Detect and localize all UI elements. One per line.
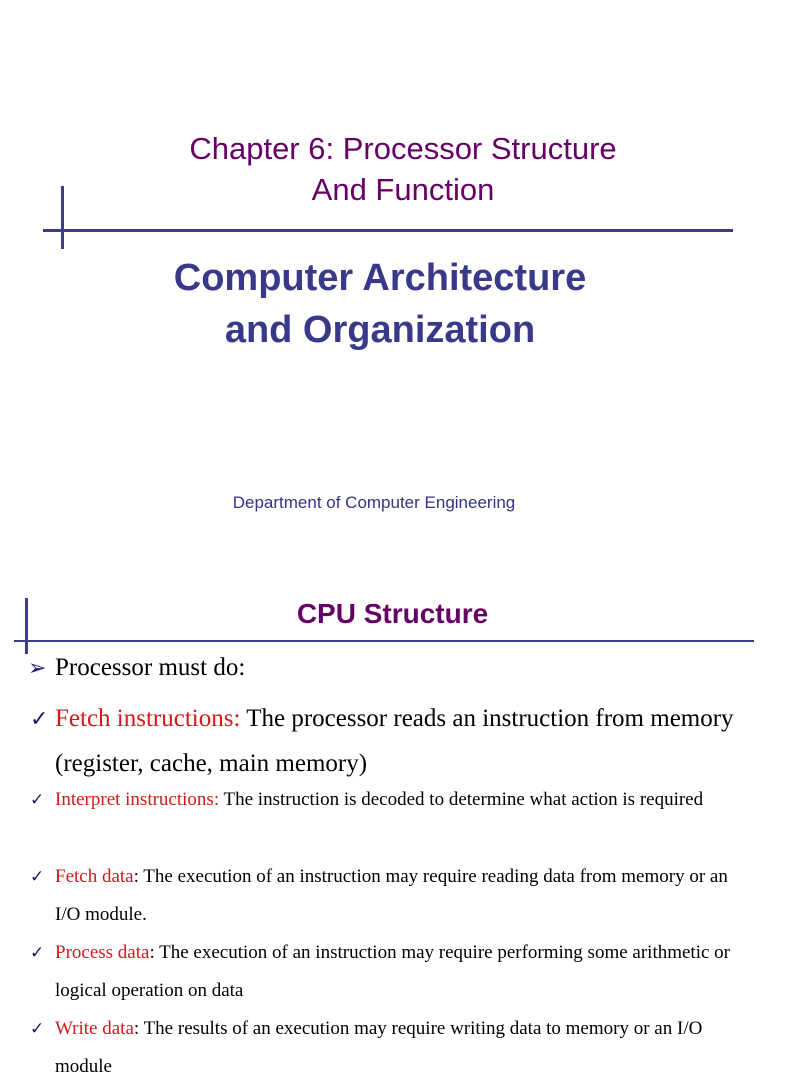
arrow-bullet-icon: ➢ bbox=[28, 655, 47, 680]
bullet-body: The instruction is decoded to determine what action is required bbox=[219, 789, 704, 810]
check-icon: ✓ bbox=[30, 943, 45, 962]
title-divider-line bbox=[43, 229, 733, 232]
bullet-body: : The execution of an instruction may require performing some arithmetic or logical operation on data bbox=[55, 942, 731, 1001]
course-title-line-2: and Organization bbox=[224, 309, 536, 351]
bullet-body: The processor reads an instruction from memory (register, cache, main memory) bbox=[55, 705, 734, 777]
department-name: Department of Computer Engineering bbox=[232, 493, 516, 512]
bullet-body: : The execution of an instruction may require reading data from memory or an I/O module. bbox=[55, 866, 728, 925]
bullet-label: Process data bbox=[55, 942, 150, 963]
bullet-text bbox=[55, 1010, 735, 1086]
course-title-line-1: Computer Architecture bbox=[173, 257, 587, 299]
slide-title: CPU Structure bbox=[296, 598, 489, 629]
chapter-title-line-2: And Function bbox=[311, 172, 495, 207]
bullet-label: Interpret instructions: bbox=[55, 789, 220, 810]
bullet-label: Write data bbox=[55, 1018, 134, 1039]
course-title bbox=[0, 252, 760, 356]
bullet-text bbox=[55, 934, 735, 1010]
chapter-title-line-1: Chapter 6: Processor Structure bbox=[189, 131, 617, 166]
bullet-label: Fetch instructions: bbox=[55, 705, 241, 732]
check-icon: ✓ bbox=[30, 1019, 45, 1038]
bullet-text bbox=[55, 781, 735, 819]
check-icon: ✓ bbox=[30, 706, 49, 731]
check-icon: ✓ bbox=[30, 790, 45, 809]
chapter-title bbox=[0, 128, 806, 210]
title-divider-line bbox=[14, 640, 754, 642]
cpu-structure-slide bbox=[0, 576, 768, 1077]
bullet-text: Processor must do: bbox=[55, 654, 246, 681]
bullet-body: : The results of an execution may require writing data to memory or an I/O module bbox=[55, 1018, 703, 1077]
check-icon: ✓ bbox=[30, 867, 45, 886]
bullet-text bbox=[55, 858, 735, 934]
bullet-label: Fetch data bbox=[55, 866, 134, 887]
bullet-text bbox=[55, 696, 735, 786]
